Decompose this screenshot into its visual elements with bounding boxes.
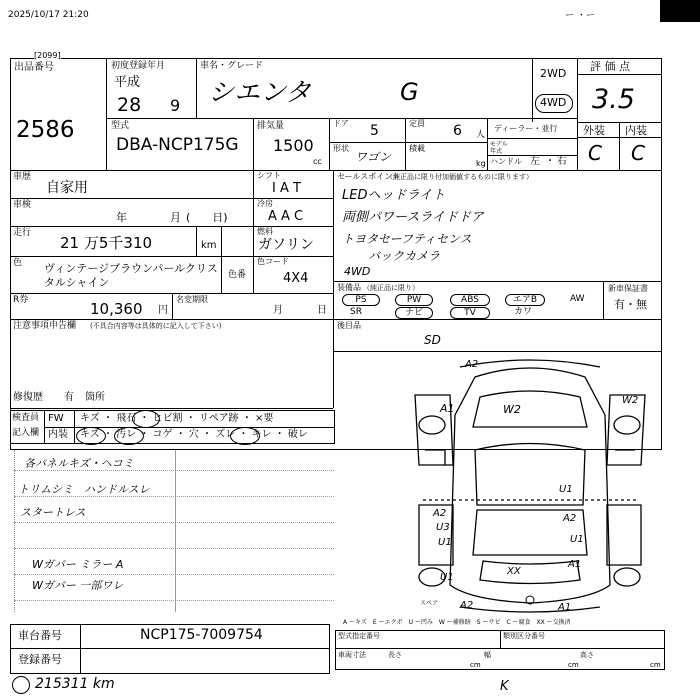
aircon-label: 冷房 — [257, 199, 273, 208]
handle-left: 左 — [530, 156, 540, 167]
bottom-mileage-note: 215311 km — [35, 676, 115, 692]
class-designation-label: 類別区分番号 — [503, 632, 545, 640]
capacity: 6 — [453, 123, 462, 139]
model-name: シエンタ — [208, 78, 311, 108]
first-reg-month: 9 — [170, 96, 181, 115]
nameplate-day: 日 — [317, 305, 327, 316]
fuel-label: 燃料 — [257, 227, 273, 236]
grade-label: 評 価 点 — [590, 60, 630, 73]
handle-label: ハンドル — [490, 157, 522, 166]
top-right-fragment: ー ・ー — [565, 11, 595, 21]
lot-label: 出品番号 — [14, 62, 54, 73]
history-label: 車歴 — [13, 172, 32, 182]
size-width-unit: cm — [568, 661, 579, 669]
displacement-unit: cc — [313, 157, 322, 166]
sales-point-2: 両側パワースライドドア — [342, 210, 484, 225]
mileage-unit: km — [201, 240, 217, 251]
mark-xx: XX — [507, 566, 521, 577]
mark-u3-left: U3 — [436, 522, 450, 533]
warranty-value: 有・無 — [614, 298, 647, 311]
notes-sub: (不具合内容等は具体的に記入して下さい) — [90, 322, 222, 330]
note-5: Wガバー ミラー A — [32, 558, 124, 571]
displacement-label: 排気量 — [257, 121, 285, 131]
chassis-number: NCP175-7009754 — [140, 627, 263, 643]
mark-a2-left: A2 — [433, 508, 447, 519]
interior-circle-3 — [230, 427, 260, 445]
model-code-label: 型式 — [111, 121, 130, 131]
history: 自家用 — [46, 180, 88, 196]
load-unit: kg — [476, 159, 486, 168]
fw-key: FW — [48, 413, 64, 424]
type-designation-label: 型式指定番号 — [338, 632, 380, 640]
exterior-grade: C — [588, 141, 602, 165]
exterior-label: 外装 — [583, 124, 605, 137]
capacity-unit: 人 — [476, 130, 486, 140]
model-grade: G — [400, 78, 419, 106]
interior-row: キズ ・ 汚レ ・ コゲ ・ 穴 ・ ズレ ・ キレ ・ 破レ — [80, 429, 308, 440]
bottom-circle — [12, 676, 30, 694]
inspection-month: 月 — [170, 211, 181, 224]
drive-4wd: 4WD — [540, 96, 567, 109]
nameplate-label: 名変期限 — [176, 295, 208, 304]
mark-a1-rear: A1 — [558, 602, 572, 613]
size-width: 幅 — [484, 651, 491, 659]
interior-key: 内装 — [48, 429, 68, 440]
size-length: 長さ — [388, 651, 402, 659]
equipment-label: 装備品 — [337, 283, 361, 292]
warranty-label: 新車保証書 — [608, 284, 648, 293]
mark-w2-right: W2 — [622, 395, 639, 406]
mark-u1-rear: U1 — [440, 572, 454, 583]
note-2: トリムシミ ハンドルスレ — [18, 483, 150, 496]
interior-grade: C — [631, 141, 645, 165]
mileage: 21 万5千310 — [60, 234, 153, 252]
spare-label: スペア — [420, 600, 439, 607]
shift: I A T — [272, 181, 301, 196]
fuel: ガソリン — [258, 237, 314, 253]
note-6: Wガバー 一部ワレ — [32, 579, 124, 592]
mark-a2-right: A2 — [563, 513, 577, 524]
lot-number: 2586 — [16, 117, 75, 143]
equip-navi: ナビ — [395, 307, 433, 319]
equip-ps: PS — [342, 294, 380, 306]
doors: 5 — [370, 123, 379, 139]
color-no-label: 色番 — [228, 270, 247, 280]
mark-a2-rear: A2 — [460, 600, 474, 611]
size-label: 車両寸法 — [338, 651, 366, 659]
load-label: 積載 — [409, 144, 425, 153]
registration-label: 登録番号 — [18, 653, 62, 666]
shift-label: シフト — [257, 171, 281, 180]
mark-u1-left: U1 — [438, 537, 452, 548]
model-code: DBA-NCP175G — [116, 135, 239, 155]
displacement: 1500 — [273, 136, 314, 155]
equip-airbag: エアB — [505, 294, 545, 306]
sales-point-1: LEDヘッドライト — [342, 188, 446, 203]
fw-circle — [132, 410, 160, 428]
inspection-label: 車検 — [13, 200, 32, 210]
color-code-label: 色コード — [257, 257, 289, 266]
equip-pw: PW — [395, 294, 433, 306]
note-3: スタートレス — [20, 506, 86, 519]
rear-seat-value: SD — [424, 333, 441, 347]
handle-right: 右 — [557, 156, 567, 167]
diagram-legend: A ーキズ E ーエクボ U ー凹み W ー補修跡 S ーサビ C ー腐食 XX ー交換済 — [343, 619, 571, 626]
color-code: 4X4 — [283, 271, 309, 286]
first-reg-label: 初度登録年月 — [111, 61, 166, 71]
repair-label: 修復歴 — [13, 392, 43, 403]
corner-block — [660, 0, 700, 22]
mark-w2-hood: W2 — [503, 403, 521, 416]
mark-u1-right-2: U1 — [570, 534, 584, 545]
model-name-label: 車名・グレード — [200, 61, 264, 71]
drive-2wd: 2WD — [540, 67, 567, 80]
price: 10,360 — [90, 300, 143, 318]
color-value: ヴィンテージブラウンパールクリスタルシャイン — [44, 262, 218, 289]
grade-score: 3.5 — [592, 84, 635, 115]
inspector-label-2: 記入欄 — [12, 428, 40, 438]
model-year-label: モデル 年式 — [490, 141, 508, 155]
reference-number: [2099] — [34, 51, 61, 60]
equip-sr: SR — [350, 307, 362, 317]
doors-label: ドア — [333, 119, 349, 128]
equip-abs: ABS — [450, 294, 490, 306]
repair-unit: 箇所 — [85, 392, 105, 403]
repair-value: 有 — [64, 392, 74, 403]
inspection-year: 年 — [116, 211, 127, 224]
inspector-label-1: 検査員 — [12, 413, 40, 423]
interior-label: 内装 — [625, 124, 647, 137]
sales-point-3: トヨタセーフティセンス — [342, 232, 472, 246]
shape-label: 形状 — [333, 144, 349, 153]
first-reg-year: 28 — [117, 94, 142, 116]
notes-label: 注意事項申告欄 — [13, 321, 77, 331]
mark-u1-right: U1 — [559, 484, 573, 495]
price-label: R券 — [13, 295, 29, 305]
nameplate-month: 月 — [273, 305, 283, 316]
first-reg-era: 平成 — [114, 75, 141, 90]
equip-aw: AW — [570, 294, 585, 304]
rear-seat-label: 後目品 — [337, 321, 361, 330]
shape: ワゴン — [355, 150, 392, 164]
bottom-mark: K — [500, 679, 509, 694]
chassis-label: 車台番号 — [18, 629, 62, 642]
capacity-label: 定員 — [409, 119, 425, 128]
sales-point-4: バックカメラ — [368, 249, 441, 263]
interior-circle-1 — [76, 427, 106, 445]
interior-circle-2 — [114, 427, 144, 445]
dealer-label: ディーラー・並行 — [494, 124, 558, 133]
equip-tv: TV — [450, 307, 490, 319]
size-height-unit: cm — [650, 661, 661, 669]
timestamp: 2025/10/17 21:20 — [8, 10, 89, 20]
sales-point-5: 4WD — [344, 265, 371, 278]
mark-a1-right: A1 — [568, 559, 582, 570]
price-unit: 円 — [158, 305, 168, 316]
size-length-unit: cm — [470, 661, 481, 669]
size-height: 高さ — [580, 651, 594, 659]
aircon: A A C — [268, 209, 304, 224]
mileage-label: 走行 — [13, 228, 32, 238]
inspection-day: ( 日) — [186, 211, 228, 224]
equipment-note: （純正品に限り） — [363, 284, 419, 292]
fw-row: キズ ・ 飛石 ・ ヒビ割 ・ リペア跡 ・ ×要 — [80, 413, 274, 424]
mark-a1-left: A1 — [440, 402, 455, 415]
sales-points-label: セールスポイント — [337, 172, 401, 181]
mark-a2-front: A2 — [465, 359, 479, 370]
color-label: 色 — [13, 258, 23, 268]
note-1: 各パネルキズ・ヘコミ — [24, 457, 134, 470]
sales-points-note: （純正品に限り付加価値するものに限ります） — [386, 173, 533, 181]
equip-leather: カワ — [514, 307, 533, 317]
